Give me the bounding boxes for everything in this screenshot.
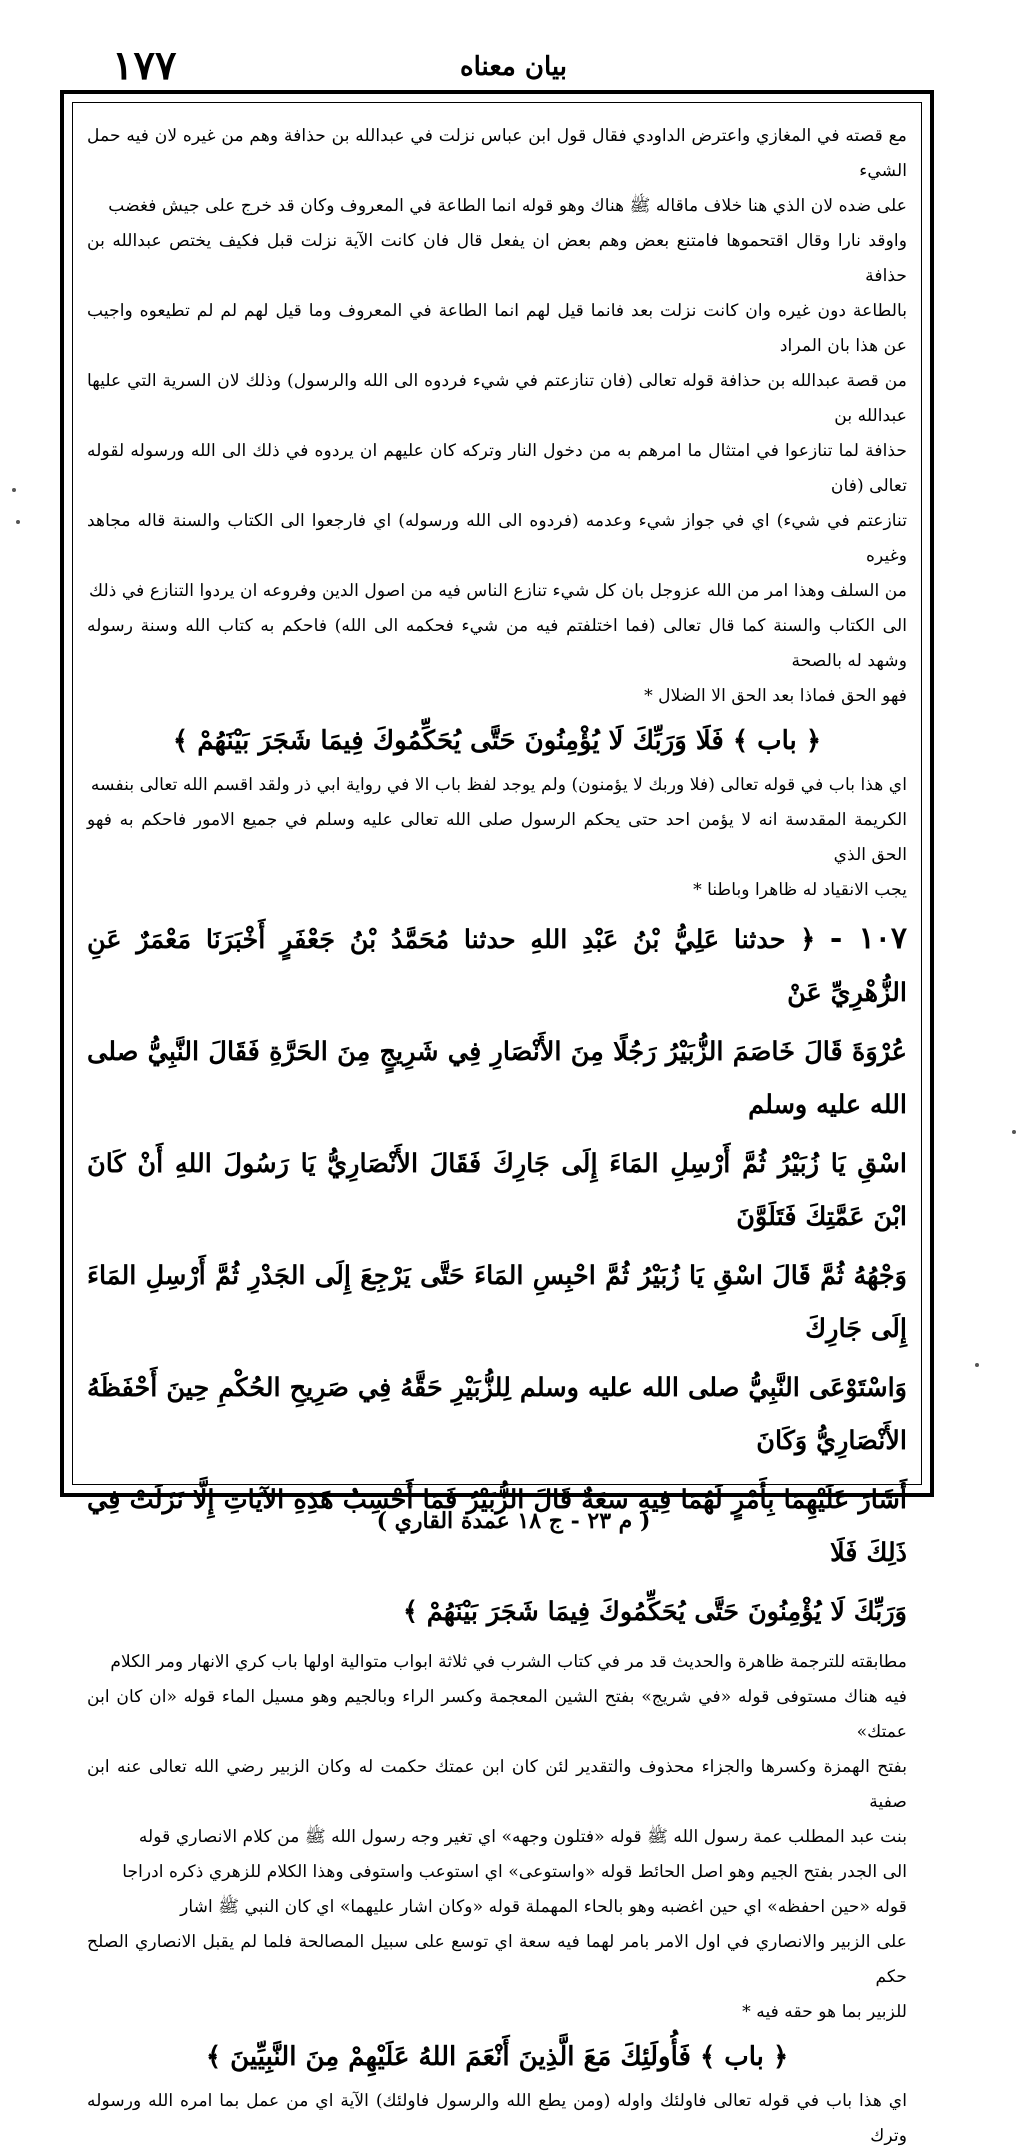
margin-speck (975, 1363, 979, 1367)
text-line: للزبير بما هو حقه فيه * (742, 2002, 907, 2022)
text-line: تنازعتم في شيء) اي في جواز شيء وعدمه (فردوه الى الله ورسوله) اي فارجعوا الى الكتاب والسنة قاله مجاهد وغيره (87, 511, 907, 566)
page-number: ١٧٧ (112, 42, 177, 89)
text-line: على ضده لان الذي هنا خلاف ماقاله ﷺ هناك وهو قوله انما الطاعة في المعروف وكان قد خرج على جيش فغضب (108, 196, 907, 216)
hadith-line: وَجْهُهُ ثُمَّ قَالَ اسْقِ يَا زُبَيْرُ ثُمَّ احْبِسِ المَاءَ حَتَّى يَرْجِعَ إِلَى الجَدْرِ ثُمَّ أَرْسِلِ المَاءَ إِلَى جَارِكَ (87, 1261, 907, 1344)
hadith-line: وَرَبِّكَ لَا يُؤْمِنُونَ حَتَّى يُحَكِّمُوكَ فِيمَا شَجَرَ بَيْنَهُمْ ﴾ (402, 1597, 907, 1627)
text-line: مع قصته في المغازي واعترض الداودي فقال قول ابن عباس نزلت في عبدالله بن حذافة وهم من غيره لان فيه حمل الشيء (87, 126, 907, 181)
text-line: بفتح الهمزة وكسرها والجزاء محذوف والتقدير لئن كان ابن عمتك حكمت له وكان الزبير رضي الله تعالى عنه ابن صفية (87, 1757, 907, 1812)
text-line: بنت عبد المطلب عمة رسول الله ﷺ قوله «فتلون وجهه» اي تغير وجه رسول الله ﷺ من كلام الانصاري قوله (138, 1827, 907, 1847)
text-line: من قصة عبدالله بن حذافة قوله تعالى (فان تنازعتم في شيء فردوه الى الله والرسول) وذلك لان السرية التي عليها عبدالله بن (87, 371, 907, 426)
hadith-line: اسْقِ يَا زُبَيْرُ ثُمَّ أَرْسِلِ المَاءَ إِلَى جَارِكَ فَقَالَ الأَنْصَارِيُّ يَا رَسُولَ اللهِ أَنْ كَانَ ابْنَ عَمَّتِكَ فَتَلَوَّنَ (87, 1149, 907, 1232)
text-line: اي هذا باب في قوله تعالى فاولئك واوله (ومن يطع الله والرسول فاولئك) الآية اي من عمل بما امره الله ورسوله وترك (87, 2091, 907, 2146)
margin-speck (16, 520, 20, 524)
chapter-heading: ﴿ باب ﴾ فَلَا وَرَبِّكَ لَا يُؤْمِنُونَ حَتَّى يُحَكِّمُوكَ فِيمَا شَجَرَ بَيْنَهُمْ ﴾ (172, 726, 822, 756)
text-line: اي هذا باب في قوله تعالى (فلا وربك لا يؤمنون) ولم يوجد لفظ باب الا في رواية ابي ذر ولقد اقسم الله تعالى بنفسه (90, 775, 907, 795)
text-line: مطابقته للترجمة ظاهرة والحديث قد مر في كتاب الشرب في ثلاثة ابواب متوالية اولها باب كري الانهار ومر الكلام (110, 1652, 907, 1672)
margin-speck (1012, 1130, 1016, 1134)
hadith-line: وَاسْتَوْعَى النَّبِيُّ صلى الله عليه وسلم لِلزُّبَيْرِ حَقَّهُ فِي صَرِيحِ الحُكْمِ حِينَ أَحْفَظَهُ الأَنْصَارِيُّ وَكَانَ (87, 1373, 907, 1456)
hadith-line (87, 912, 907, 1020)
running-title: بيان معناه (459, 52, 567, 82)
text-line: حذافة لما تنازعوا في امتثال ما امرهم به من دخول النار وتركه كان عليهم ان يردوه في ذلك الى الله ورسوله لقوله تعالى (فان (87, 441, 907, 496)
text-line: فيه هناك مستوفى قوله «في شريج» بفتح الشين المعجمة وكسر الراء وبالجيم وهو مسيل الماء قوله «ان كان ابن عمتك» (87, 1687, 907, 1742)
text-line: بالطاعة دون غيره وان كانت نزلت بعد فانما قيل لهم انما الطاعة في المعروف وما قيل لهم لم لم تطيعوه واجيب عن هذا بان المراد (87, 301, 907, 356)
text-line: يجب الانقياد له ظاهرا وباطنا * (693, 880, 907, 900)
margin-speck (12, 488, 16, 492)
text-line: من السلف وهذا امر من الله عزوجل بان كل شيء تنازع الناس فيه من اصول الدين وفروعه ان يردوا التنازع في ذلك (89, 581, 907, 601)
text-line: واوقد نارا وقال اقتحموها فامتنع بعض وهم بعض ان يفعل قال فان كانت الآية نزلت قبل فكيف يختص عبدالله بن حذافة (87, 231, 907, 286)
text-line: فهو الحق فماذا بعد الحق الا الضلال * (644, 686, 907, 706)
commentary-section-4 (87, 2084, 907, 2154)
text-line: الكريمة المقدسة انه لا يؤمن احد حتى يحكم الرسول صلى الله تعالى عليه وسلم في جميع الامور فاحكم به فهو الحق الذي (87, 810, 907, 865)
text-line: على الزبير والانصاري في اول الامر بامر لهما فيه سعة اي توسع على سبيل المصالحة فلما لم يقبل الانصاري الصلح حكم (87, 1932, 907, 1987)
commentary-section-3 (87, 1645, 907, 2030)
hadith-line: عُرْوَةَ قَالَ خَاصَمَ الزُّبَيْرُ رَجُلًا مِنَ الأَنْصَارِ فِي شَرِيجٍ مِنَ الحَرَّةِ فَقَالَ النَّبِيُّ صلى الله عليه وسلم (87, 1037, 907, 1120)
chapter-heading: ﴿ باب ﴾ فَأُولَئِكَ مَعَ الَّذِينَ أَنْعَمَ اللهُ عَلَيْهِمْ مِنَ النَّبِيِّينَ ﴾ (205, 2042, 789, 2072)
text-line: الى الكتاب والسنة كما قال تعالى (فما اختلفتم فيه من شيء فحكمه الى الله) فاحكم به كتاب الله وسنة رسوله وشهد له بالصحة (87, 616, 907, 671)
text-line: الى الجدر بفتح الجيم وهو اصل الحائط قوله «واستوعى» اي استوعب واستوفى وهذا الكلام للزهري ذكره ادراجا (122, 1862, 907, 1882)
text-line: قوله «حين احفظه» اي حين اغضبه وهو بالحاء المهملة قوله «وكان اشار عليهما» اي كان النبي ﷺ اشار (180, 1897, 907, 1917)
hadith-number: ١٠٧ - (829, 921, 907, 956)
hadith-line: أَشَارَ عَلَيْهِمَا بِأَمْرٍ لَهُمَا فِيهِ سَعَةٌ قَالَ الزُّبَيْرُ فَمَا أَحْسِبُ هَذِهِ الآيَاتِ إِلَّا نَزَلَتْ فِي ذَلِكَ فَلَا (87, 1485, 907, 1568)
commentary-section-2 (87, 768, 907, 908)
page-footer: ( م ٢٣ - ج ١٨ عمدة القاري ) (376, 1508, 651, 1534)
hadith-text: ﴿ حدثنا عَلِيُّ بْنُ عَبْدِ اللهِ حدثنا مُحَمَّدُ بْنُ جَعْفَرٍ أَخْبَرَنَا مَعْمَرٌ عَنِ الزُّهْرِيِّ عَنْ (87, 925, 907, 1008)
commentary-section-1 (87, 119, 907, 714)
